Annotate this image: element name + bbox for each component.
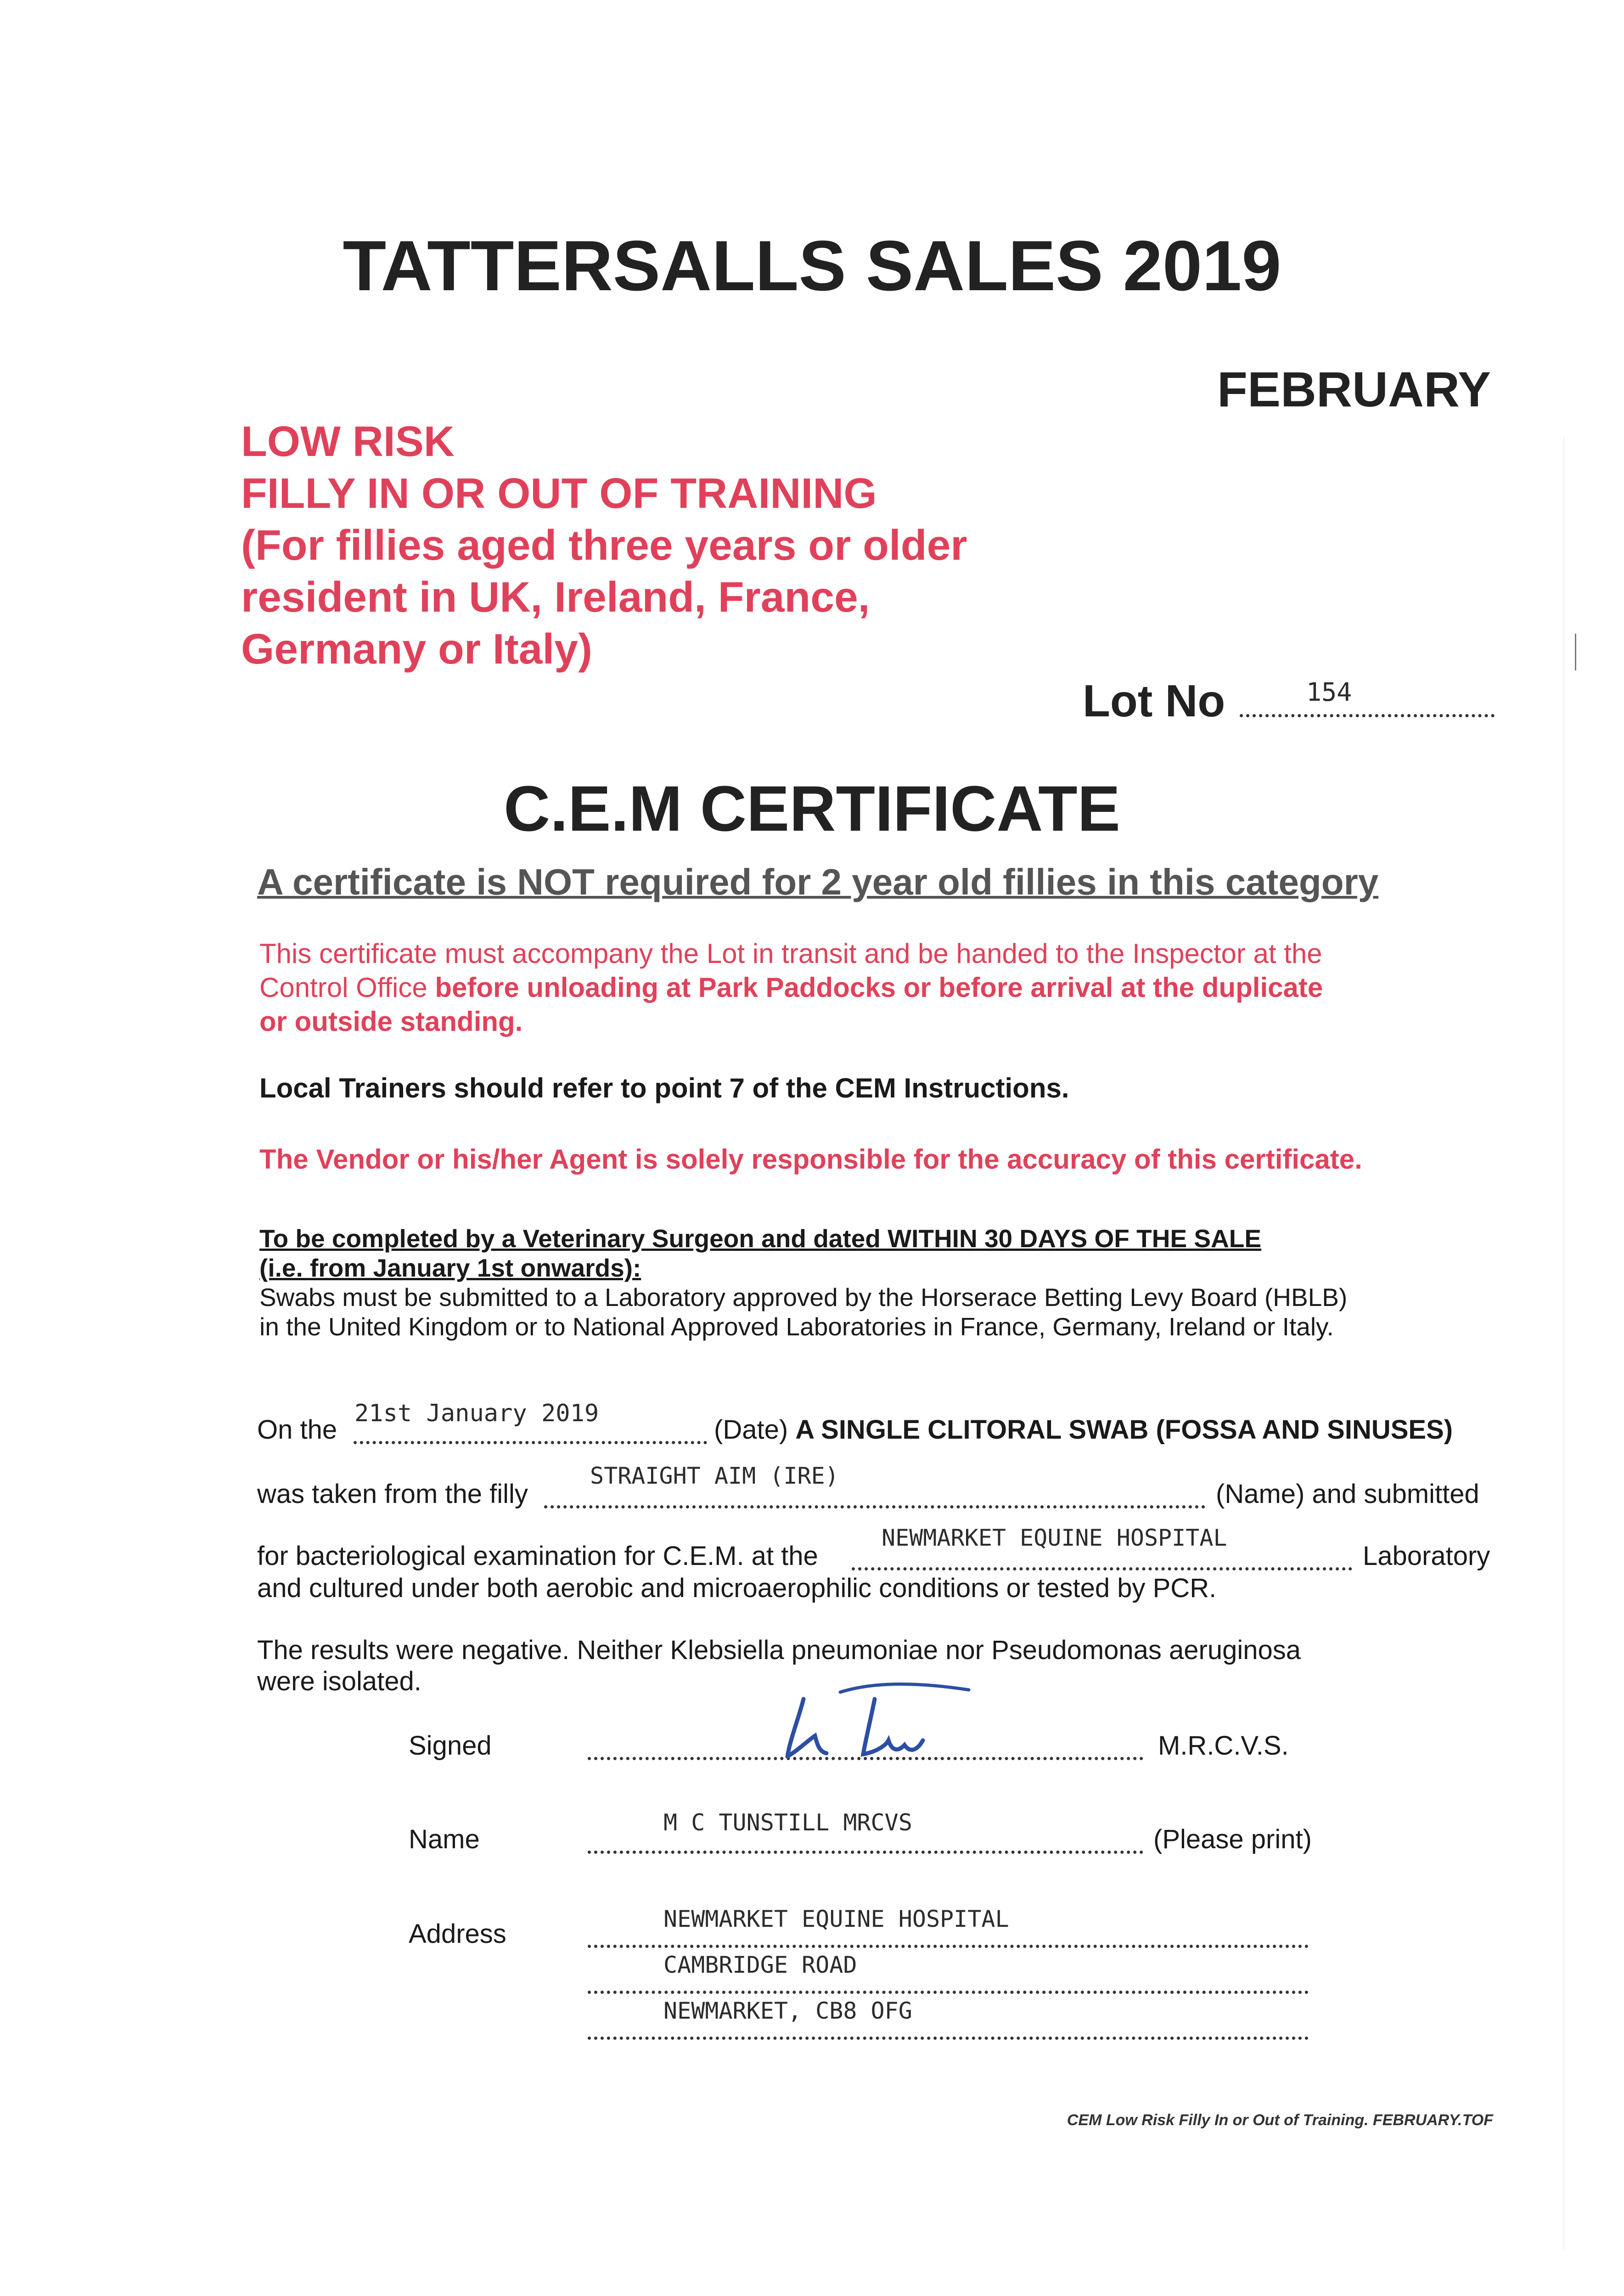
swab-date: 21st January 2019: [354, 1400, 599, 1427]
lot-dotted-line: [1240, 714, 1495, 717]
address-dotted-line-2: [588, 1991, 1309, 1994]
swabs-line-2: in the United Kingdom or to National Approved Laboratories in France, Germany, Ireland or Italy.: [259, 1312, 1334, 1341]
category-age: (For fillies aged three years or older: [241, 521, 967, 569]
address-line-1: NEWMARKET EQUINE HOSPITAL: [663, 1906, 1009, 1932]
lab-dotted-line: [852, 1567, 1352, 1570]
results-line-2: were isolated.: [257, 1666, 421, 1696]
filly-name: STRAIGHT AIM (IRE): [590, 1463, 839, 1489]
category-block: [241, 416, 967, 675]
transit-line-1: This certificate must accompany the Lot in transit and be handed to the Inspector at the: [259, 938, 1322, 969]
lot-number: 154: [1306, 677, 1352, 707]
category-risk: LOW RISK: [241, 417, 455, 465]
cultured-text: and cultured under both aerobic and microaerophilic conditions or tested by PCR.: [257, 1573, 1217, 1603]
scan-edge: [1563, 436, 1564, 2250]
lot-label: Lot No: [1083, 675, 1225, 726]
date-suffix: [714, 1414, 1453, 1445]
category-countries: Germany or Italy): [241, 625, 592, 673]
scan-mark-1: [1575, 634, 1576, 670]
vet-instructions: [259, 1224, 1347, 1341]
mrcvs-suffix: M.R.C.V.S.: [1158, 1731, 1289, 1761]
swabs-line-1: Swabs must be submitted to a Laboratory approved by the Horserace Betting Levy Board (HBLB): [259, 1283, 1348, 1311]
footer-reference: CEM Low Risk Filly In or Out of Training. FEBRUARY.TOF: [1067, 2111, 1493, 2129]
address-line-2: CAMBRIDGE ROAD: [663, 1952, 857, 1978]
sale-title: TATTERSALLS SALES 2019: [343, 226, 1281, 305]
date-dotted-line: [354, 1441, 707, 1444]
transit-line-3: or outside standing.: [259, 1006, 523, 1037]
on-the-label: On the: [257, 1415, 337, 1445]
transit-line-2b: before unloading at Park Paddocks or before arrival at the duplicate: [435, 972, 1323, 1003]
please-print-suffix: (Please print): [1153, 1824, 1312, 1854]
swab-description: A SINGLE CLITORAL SWAB (FOSSA AND SINUSES): [795, 1415, 1453, 1445]
transit-instructions: [259, 937, 1522, 1039]
laboratory-name: NEWMARKET EQUINE HOSPITAL: [882, 1525, 1227, 1551]
local-trainers-note: Local Trainers should refer to point 7 of the CEM Instructions.: [259, 1073, 1069, 1103]
address-line-3: NEWMARKET, CB8 OFG: [663, 1998, 912, 2024]
signed-label: Signed: [409, 1731, 492, 1761]
results-line-1: The results were negative. Neither Klebsiella pneumoniae nor Pseudomonas aeruginosa: [257, 1635, 1301, 1665]
name-dotted-line: [588, 1851, 1143, 1854]
certificate-notice: A certificate is NOT required for 2 year old fillies in this category: [257, 861, 1379, 902]
vet-heading-1: To be completed by a Veterinary Surgeon and dated WITHIN 30 DAYS OF THE SALE: [259, 1224, 1262, 1253]
filly-label: was taken from the filly: [257, 1479, 528, 1509]
category-residence: resident in UK, Ireland, France,: [241, 573, 870, 621]
filly-suffix: (Name) and submitted: [1216, 1479, 1479, 1509]
address-label: Address: [409, 1919, 506, 1949]
vendor-responsibility: The Vendor or his/her Agent is solely responsible for the accuracy of this certificate.: [259, 1144, 1362, 1175]
certificate-title: C.E.M CERTIFICATE: [504, 772, 1120, 844]
transit-line-2a: Control Office: [259, 972, 435, 1003]
vet-name: M C TUNSTILL MRCVS: [663, 1809, 912, 1836]
vet-heading-2: (i.e. from January 1st onwards):: [259, 1254, 641, 1282]
filly-dotted-line: [544, 1505, 1205, 1508]
name-label: Name: [409, 1824, 480, 1854]
address-dotted-line-1: [588, 1945, 1309, 1948]
sale-month: FEBRUARY: [1217, 361, 1491, 417]
date-label: (Date): [714, 1415, 788, 1445]
lab-suffix: Laboratory: [1363, 1541, 1490, 1571]
address-dotted-line-3: [588, 2037, 1309, 2040]
lab-label: for bacteriological examination for C.E.M. at the: [257, 1541, 818, 1571]
vet-signature: [771, 1671, 983, 1763]
category-type: FILLY IN OR OUT OF TRAINING: [241, 469, 877, 517]
